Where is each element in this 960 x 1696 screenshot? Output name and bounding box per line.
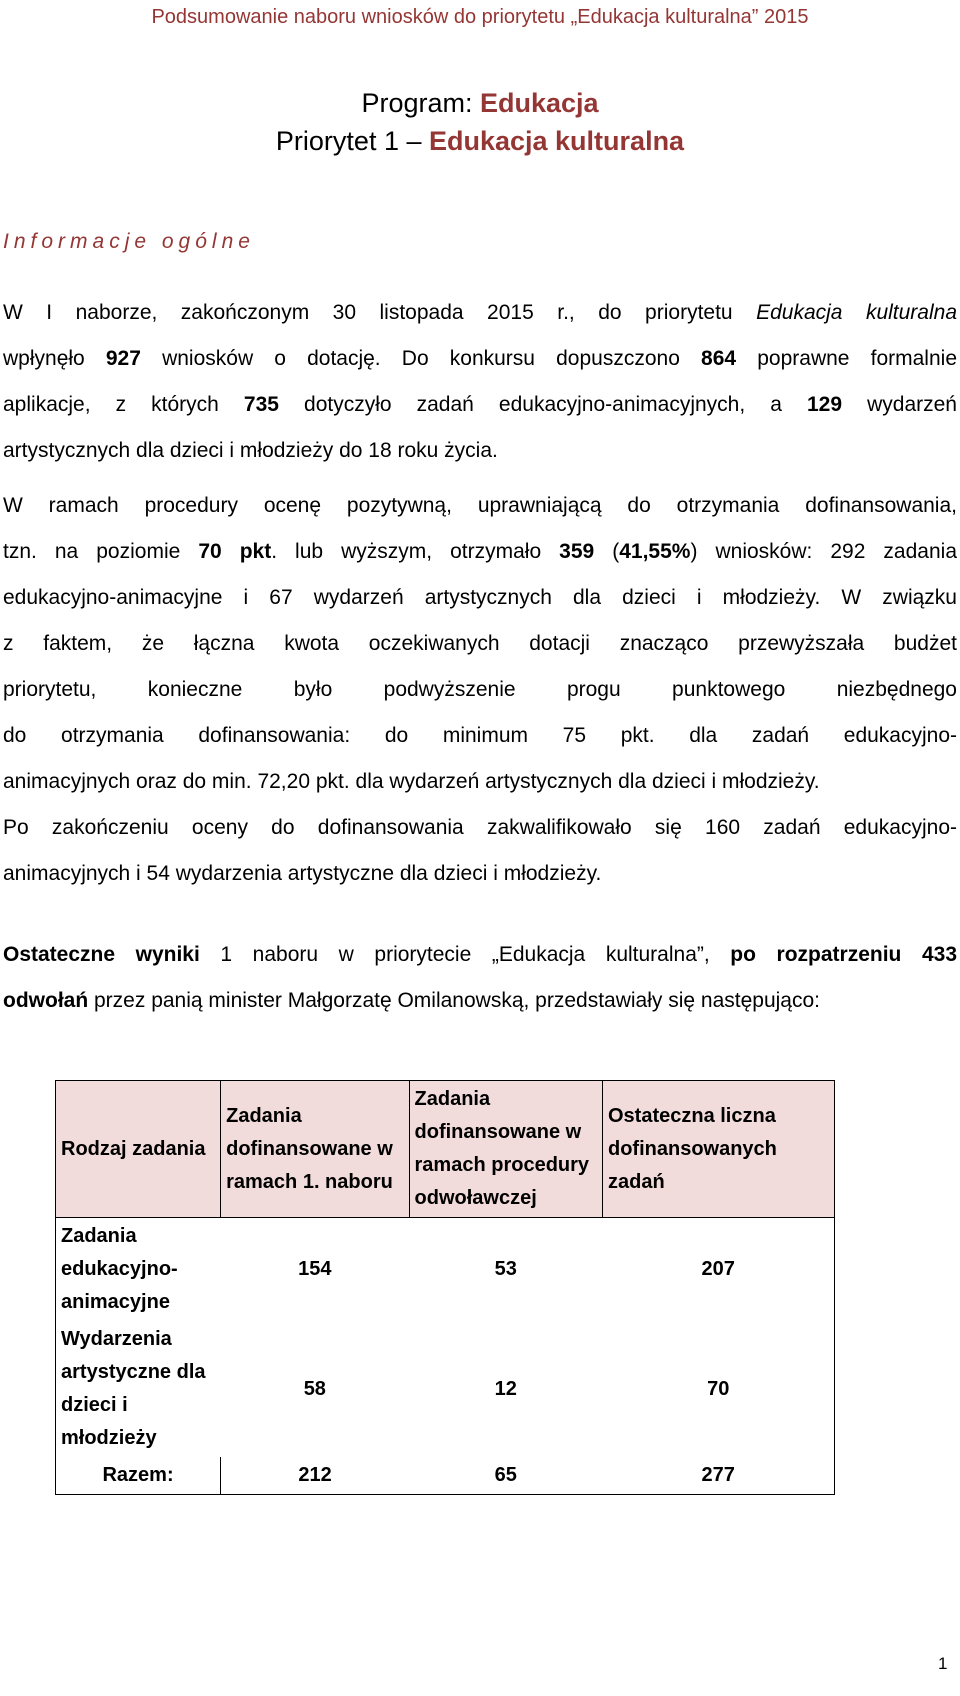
table-cell: 58 bbox=[303, 1377, 326, 1400]
table-cell: 53 bbox=[494, 1258, 517, 1280]
paragraph-line: edukacyjno-animacyjne i 67 wydarzeń artystycznych dla dzieci i młodzieży. W związku bbox=[3, 586, 957, 609]
table-cell: 65 bbox=[409, 1457, 602, 1495]
paragraph-line: priorytetu, konieczne było podwyższenie progu punktowego niezbędnego bbox=[3, 678, 957, 701]
table-cell: 207 bbox=[602, 1218, 834, 1322]
paragraph-line: do otrzymania dofinansowania: do minimum 75 pkt. dla zadań edukacyjno- bbox=[3, 724, 957, 747]
paragraph-line: animacyjnych i 54 wydarzenia artystyczne dla dzieci i młodzieży. bbox=[3, 862, 602, 885]
table-row bbox=[56, 1321, 835, 1457]
table-header-cell: Zadania dofinansowane w ramach 1. naboru bbox=[221, 1081, 409, 1218]
table-total-label: Razem: bbox=[56, 1457, 221, 1495]
table-row-label: Wydarzenia artystyczne dla dzieci i młodzieży bbox=[56, 1321, 221, 1457]
table-cell: 154 bbox=[298, 1258, 332, 1280]
paragraph-intro bbox=[3, 290, 957, 474]
table-header-cell: Ostateczna liczna dofinansowanych zadań bbox=[602, 1081, 834, 1218]
table-cell: 212 bbox=[221, 1457, 409, 1495]
paragraph-line: tzn. na poziomie 70 pkt. lub wyższym, otrzymało 359 (41,55%) wniosków: 292 zadania bbox=[3, 540, 957, 563]
paragraph-line: animacyjnych oraz do min. 72,20 pkt. dla wydarzeń artystycznych dla dzieci i młodzieży. bbox=[3, 770, 820, 793]
page-number: 1 bbox=[938, 1654, 948, 1673]
paragraph-line: artystycznych dla dzieci i młodzieży do 18 roku życia. bbox=[3, 439, 498, 462]
table-cell: 70 bbox=[602, 1321, 834, 1457]
paragraph-line: aplikacje, z których 735 dotyczyło zadań edukacyjno-animacyjnych, a 129 wydarzeń bbox=[3, 393, 957, 416]
paragraph-line: W ramach procedury ocenę pozytywną, uprawniającą do otrzymania dofinansowania, bbox=[3, 494, 957, 517]
table-row bbox=[56, 1218, 835, 1322]
results-table bbox=[55, 1080, 835, 1495]
table-header-cell: Zadania dofinansowane w ramach procedury odwoławczej bbox=[409, 1081, 602, 1218]
table-header-cell: Rodzaj zadania bbox=[56, 1081, 221, 1218]
table-cell: 277 bbox=[602, 1457, 834, 1495]
running-header: Podsumowanie naboru wniosków do priorytetu „Edukacja kulturalna” 2015 bbox=[151, 6, 809, 28]
paragraph-evaluation bbox=[3, 483, 957, 805]
paragraph-line: odwołań przez panią minister Małgorzatę Omilanowską, przedstawiały się następująco: bbox=[3, 989, 821, 1012]
paragraph-line: Ostateczne wyniki 1 naboru w priorytecie „Edukacja kulturalna”, po rozpatrzeniu 433 bbox=[3, 943, 957, 966]
paragraph-line: W I naborze, zakończonym 30 listopada 2015 r., do priorytetu Edukacja kulturalna bbox=[3, 301, 957, 324]
table-header-row bbox=[56, 1081, 835, 1218]
program-title: Program: Edukacja bbox=[361, 88, 599, 118]
paragraph-line: wpłynęło 927 wniosków o dotację. Do konkursu dopuszczono 864 poprawne formalnie bbox=[3, 347, 957, 370]
paragraph-line: z faktem, że łączna kwota oczekiwanych dotacji znacząco przewyższała budżet bbox=[3, 632, 957, 655]
priority-title: Priorytet 1 – Edukacja kulturalna bbox=[275, 126, 685, 156]
title-block bbox=[0, 84, 960, 160]
paragraph-line: Po zakończeniu oceny do dofinansowania zakwalifikowało się 160 zadań edukacyjno- bbox=[3, 816, 957, 839]
table-cell: 12 bbox=[494, 1377, 517, 1400]
paragraph-qualified bbox=[3, 805, 957, 897]
table-row-label: Zadania edukacyjno-animacyjne bbox=[56, 1218, 221, 1322]
section-heading: Informacje ogólne bbox=[3, 230, 255, 253]
table-total-row bbox=[56, 1457, 835, 1495]
paragraph-final-results bbox=[3, 932, 957, 1024]
